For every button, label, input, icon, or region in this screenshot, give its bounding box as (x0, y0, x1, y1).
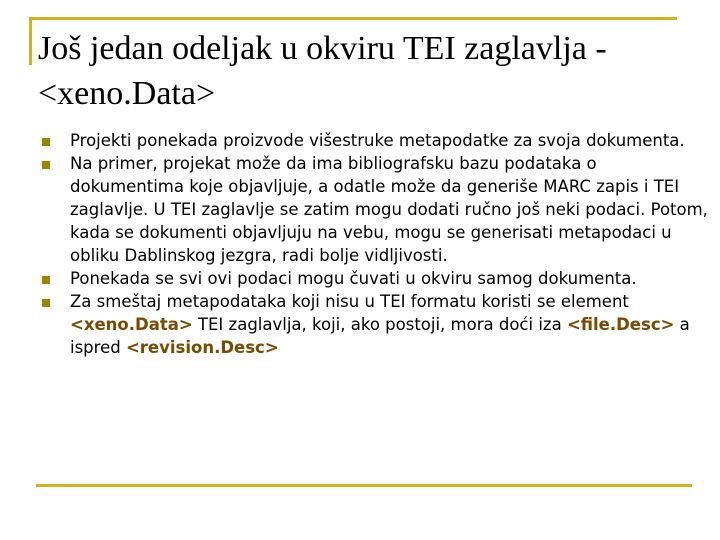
list-item (38, 267, 710, 290)
square-bullet-icon (42, 138, 50, 146)
list-item (38, 129, 710, 152)
square-bullet-icon (42, 276, 50, 284)
element-name-file-desc: <file.Desc> (566, 315, 675, 334)
bottom-divider (36, 484, 692, 487)
title-line-2: <xeno.Data> (38, 75, 216, 112)
title-line-1: Još jedan odeljak u okviru TEI zaglavlja - (38, 30, 607, 67)
bullet-text-part: Za smeštaj metapodataka koji nisu u TEI formatu koristi se element (70, 292, 629, 311)
element-name-revision-desc: <revision.Desc> (125, 338, 279, 357)
square-bullet-icon (42, 299, 50, 307)
page-title (38, 26, 688, 116)
bullet-text-part: TEI zaglavlja, koji, ako postoji, mora doći iza (192, 315, 567, 334)
top-divider (29, 17, 677, 20)
bullet-text: Na primer, projekat može da ima bibliografsku bazu podataka o dokumentima koje objavljuje, a odatle može da generiše MARC zapis i TEI zaglavlje. U TEI zaglavlje se zatim mogu dodati ručno još neki podaci. Potom, kada se dokumenti objavljuju na vebu, mogu se generisati metapodaci u obliku Dablinskog jezgra, radi bolje vidljivosti. (70, 154, 708, 265)
list-item (38, 152, 710, 267)
list-item (38, 290, 710, 359)
square-bullet-icon (42, 161, 50, 169)
bullet-text-part: a ispred (70, 315, 690, 357)
bullet-text: Ponekada se svi ovi podaci mogu čuvati u okviru samog dokumenta. (70, 269, 637, 288)
bullet-text: Projekti ponekada proizvode višestruke metapodatke za svoja dokumenta. (70, 131, 685, 150)
left-divider (29, 17, 32, 65)
bullet-list (38, 129, 710, 359)
element-name-xeno-data: <xeno.Data> (70, 315, 193, 334)
